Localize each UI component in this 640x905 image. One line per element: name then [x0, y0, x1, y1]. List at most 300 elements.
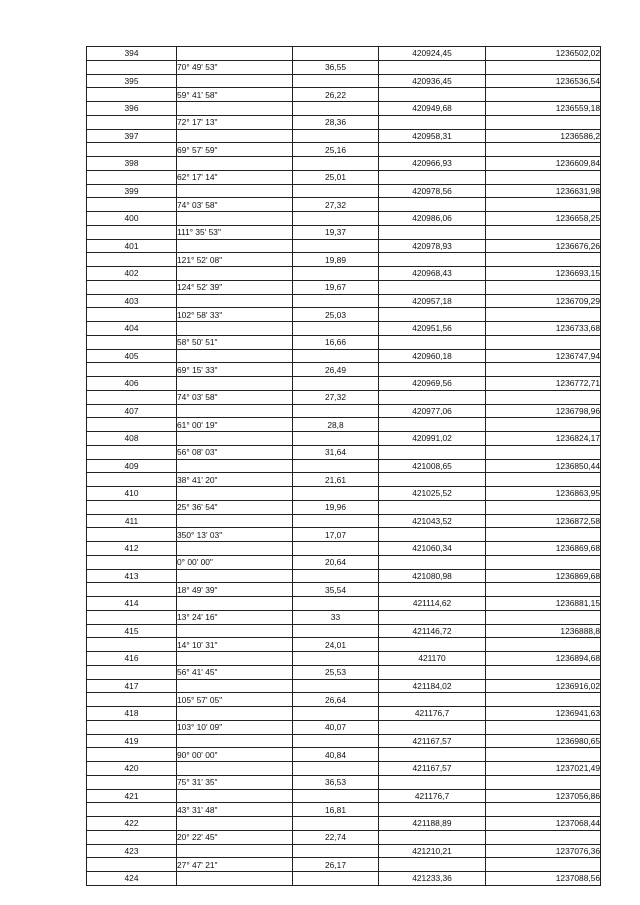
y-coordinate: 1236872,58: [486, 514, 601, 528]
segment-row: [87, 748, 601, 762]
empty-cell: [177, 817, 293, 831]
empty-cell: [177, 377, 293, 391]
empty-cell: [87, 335, 177, 349]
x-coordinate: 420951,56: [379, 322, 486, 336]
segment-distance: 28,8: [293, 418, 379, 432]
x-coordinate: 421146,72: [379, 624, 486, 638]
empty-cell: [486, 170, 601, 184]
bearing-angle: 72° 17' 13": [177, 115, 293, 129]
empty-cell: [87, 473, 177, 487]
point-number: 407: [87, 404, 177, 418]
bearing-angle: 0° 00' 00": [177, 555, 293, 569]
point-number: 416: [87, 652, 177, 666]
x-coordinate: 421025,52: [379, 487, 486, 501]
y-coordinate: 1236631,98: [486, 184, 601, 198]
point-row: [87, 404, 601, 418]
x-coordinate: 420977,06: [379, 404, 486, 418]
empty-cell: [379, 143, 486, 157]
empty-cell: [379, 445, 486, 459]
segment-row: [87, 225, 601, 239]
x-coordinate: 420978,56: [379, 184, 486, 198]
empty-cell: [379, 390, 486, 404]
empty-cell: [293, 624, 379, 638]
y-coordinate: 1236894,68: [486, 652, 601, 666]
empty-cell: [87, 748, 177, 762]
empty-cell: [177, 872, 293, 886]
x-coordinate: 420966,93: [379, 157, 486, 171]
segment-row: [87, 583, 601, 597]
empty-cell: [379, 198, 486, 212]
empty-cell: [177, 184, 293, 198]
empty-cell: [87, 803, 177, 817]
segment-distance: 22,74: [293, 830, 379, 844]
point-number: 414: [87, 597, 177, 611]
point-row: [87, 652, 601, 666]
empty-cell: [293, 322, 379, 336]
empty-cell: [293, 514, 379, 528]
empty-cell: [177, 789, 293, 803]
point-row: [87, 157, 601, 171]
empty-cell: [379, 693, 486, 707]
point-row: [87, 212, 601, 226]
empty-cell: [177, 679, 293, 693]
bearing-angle: 59° 41' 58": [177, 88, 293, 102]
point-row: [87, 514, 601, 528]
empty-cell: [379, 720, 486, 734]
empty-cell: [379, 500, 486, 514]
y-coordinate: 1236609,84: [486, 157, 601, 171]
empty-cell: [177, 102, 293, 116]
bearing-angle: 90° 00' 00": [177, 748, 293, 762]
empty-cell: [293, 157, 379, 171]
segment-distance: 19,67: [293, 280, 379, 294]
y-coordinate: 1236747,94: [486, 349, 601, 363]
point-row: [87, 432, 601, 446]
segment-row: [87, 610, 601, 624]
x-coordinate: 421210,21: [379, 844, 486, 858]
empty-cell: [486, 88, 601, 102]
point-row: [87, 707, 601, 721]
empty-cell: [293, 102, 379, 116]
x-coordinate: 421008,65: [379, 459, 486, 473]
segment-row: [87, 445, 601, 459]
point-row: [87, 734, 601, 748]
empty-cell: [486, 418, 601, 432]
empty-cell: [177, 514, 293, 528]
point-row: [87, 844, 601, 858]
empty-cell: [177, 734, 293, 748]
empty-cell: [486, 610, 601, 624]
point-row: [87, 789, 601, 803]
point-number: 405: [87, 349, 177, 363]
x-coordinate: 421176,7: [379, 707, 486, 721]
empty-cell: [486, 225, 601, 239]
empty-cell: [87, 720, 177, 734]
empty-cell: [87, 253, 177, 267]
empty-cell: [293, 267, 379, 281]
empty-cell: [177, 459, 293, 473]
empty-cell: [177, 404, 293, 418]
empty-cell: [293, 542, 379, 556]
bearing-angle: 103° 10' 09": [177, 720, 293, 734]
point-number: 397: [87, 129, 177, 143]
y-coordinate: 1236916,02: [486, 679, 601, 693]
x-coordinate: 420978,93: [379, 239, 486, 253]
empty-cell: [293, 487, 379, 501]
empty-cell: [379, 363, 486, 377]
bearing-angle: 38° 41' 20": [177, 473, 293, 487]
empty-cell: [293, 129, 379, 143]
empty-cell: [486, 335, 601, 349]
empty-cell: [293, 184, 379, 198]
empty-cell: [379, 803, 486, 817]
segment-distance: 16,81: [293, 803, 379, 817]
segment-distance: 26,22: [293, 88, 379, 102]
segment-distance: 25,01: [293, 170, 379, 184]
bearing-angle: 27° 47' 21": [177, 858, 293, 872]
x-coordinate: 420960,18: [379, 349, 486, 363]
empty-cell: [87, 500, 177, 514]
empty-cell: [379, 555, 486, 569]
y-coordinate: 1236709,29: [486, 294, 601, 308]
empty-cell: [293, 817, 379, 831]
empty-cell: [486, 583, 601, 597]
empty-cell: [87, 528, 177, 542]
point-row: [87, 872, 601, 886]
empty-cell: [486, 280, 601, 294]
bearing-angle: 74° 03' 58": [177, 390, 293, 404]
empty-cell: [87, 390, 177, 404]
point-row: [87, 129, 601, 143]
empty-cell: [486, 555, 601, 569]
point-row: [87, 102, 601, 116]
empty-cell: [177, 569, 293, 583]
y-coordinate: 1236798,96: [486, 404, 601, 418]
empty-cell: [379, 225, 486, 239]
point-number: 417: [87, 679, 177, 693]
empty-cell: [379, 253, 486, 267]
empty-cell: [486, 775, 601, 789]
empty-cell: [486, 143, 601, 157]
point-number: 420: [87, 762, 177, 776]
empty-cell: [293, 459, 379, 473]
segment-distance: 16,66: [293, 335, 379, 349]
empty-cell: [177, 47, 293, 61]
empty-cell: [379, 638, 486, 652]
segment-row: [87, 390, 601, 404]
segment-row: [87, 280, 601, 294]
empty-cell: [486, 693, 601, 707]
coordinates-table-body: [87, 47, 601, 886]
segment-row: [87, 418, 601, 432]
segment-row: [87, 143, 601, 157]
point-number: 419: [87, 734, 177, 748]
x-coordinate: 420957,18: [379, 294, 486, 308]
x-coordinate: 421043,52: [379, 514, 486, 528]
empty-cell: [379, 830, 486, 844]
point-row: [87, 47, 601, 61]
empty-cell: [293, 569, 379, 583]
x-coordinate: 421060,34: [379, 542, 486, 556]
point-row: [87, 569, 601, 583]
empty-cell: [87, 143, 177, 157]
bearing-angle: 61° 00' 19": [177, 418, 293, 432]
x-coordinate: 420949,68: [379, 102, 486, 116]
empty-cell: [87, 665, 177, 679]
point-number: 424: [87, 872, 177, 886]
point-number: 396: [87, 102, 177, 116]
bearing-angle: 75° 31' 35": [177, 775, 293, 789]
empty-cell: [379, 115, 486, 129]
segment-row: [87, 830, 601, 844]
point-row: [87, 294, 601, 308]
empty-cell: [87, 170, 177, 184]
empty-cell: [293, 707, 379, 721]
empty-cell: [87, 693, 177, 707]
point-number: 413: [87, 569, 177, 583]
y-coordinate: 1236881,15: [486, 597, 601, 611]
y-coordinate: 1236502,02: [486, 47, 601, 61]
empty-cell: [87, 198, 177, 212]
segment-distance: 19,37: [293, 225, 379, 239]
bearing-angle: 13° 24' 16": [177, 610, 293, 624]
point-number: 415: [87, 624, 177, 638]
empty-cell: [379, 170, 486, 184]
empty-cell: [177, 844, 293, 858]
empty-cell: [293, 872, 379, 886]
segment-distance: 25,16: [293, 143, 379, 157]
empty-cell: [177, 267, 293, 281]
point-number: 399: [87, 184, 177, 198]
segment-row: [87, 555, 601, 569]
point-number: 395: [87, 74, 177, 88]
x-coordinate: 421167,57: [379, 762, 486, 776]
bearing-angle: 14° 10' 31": [177, 638, 293, 652]
segment-row: [87, 775, 601, 789]
segment-row: [87, 363, 601, 377]
empty-cell: [379, 418, 486, 432]
empty-cell: [177, 239, 293, 253]
empty-cell: [486, 363, 601, 377]
empty-cell: [486, 390, 601, 404]
x-coordinate: 420986,06: [379, 212, 486, 226]
x-coordinate: 421114,62: [379, 597, 486, 611]
segment-distance: 28,36: [293, 115, 379, 129]
empty-cell: [177, 157, 293, 171]
coordinates-table: [86, 46, 601, 886]
segment-row: [87, 638, 601, 652]
point-row: [87, 624, 601, 638]
empty-cell: [87, 858, 177, 872]
segment-distance: 40,07: [293, 720, 379, 734]
point-number: 423: [87, 844, 177, 858]
y-coordinate: 1236863,95: [486, 487, 601, 501]
point-number: 422: [87, 817, 177, 831]
empty-cell: [379, 858, 486, 872]
x-coordinate: 421233,36: [379, 872, 486, 886]
empty-cell: [293, 652, 379, 666]
segment-distance: 19,89: [293, 253, 379, 267]
bearing-angle: 105° 57' 05": [177, 693, 293, 707]
empty-cell: [293, 212, 379, 226]
point-number: 402: [87, 267, 177, 281]
point-number: 410: [87, 487, 177, 501]
empty-cell: [486, 858, 601, 872]
point-number: 421: [87, 789, 177, 803]
point-number: 406: [87, 377, 177, 391]
empty-cell: [293, 349, 379, 363]
segment-distance: 36,53: [293, 775, 379, 789]
empty-cell: [87, 418, 177, 432]
bearing-angle: 111° 35' 53": [177, 225, 293, 239]
empty-cell: [87, 583, 177, 597]
empty-cell: [486, 445, 601, 459]
point-number: 403: [87, 294, 177, 308]
y-coordinate: 1237076,36: [486, 844, 601, 858]
segment-distance: 25,53: [293, 665, 379, 679]
bearing-angle: 62° 17' 14": [177, 170, 293, 184]
empty-cell: [486, 665, 601, 679]
empty-cell: [379, 308, 486, 322]
empty-cell: [486, 528, 601, 542]
point-row: [87, 74, 601, 88]
empty-cell: [293, 404, 379, 418]
segment-row: [87, 88, 601, 102]
point-row: [87, 239, 601, 253]
segment-distance: 24,01: [293, 638, 379, 652]
bearing-angle: 350° 13' 03": [177, 528, 293, 542]
empty-cell: [87, 225, 177, 239]
empty-cell: [379, 60, 486, 74]
x-coordinate: 420969,56: [379, 377, 486, 391]
empty-cell: [486, 500, 601, 514]
point-number: 408: [87, 432, 177, 446]
bearing-angle: 74° 03' 58": [177, 198, 293, 212]
empty-cell: [486, 60, 601, 74]
x-coordinate: 420936,45: [379, 74, 486, 88]
empty-cell: [486, 638, 601, 652]
segment-row: [87, 170, 601, 184]
point-number: 412: [87, 542, 177, 556]
point-row: [87, 817, 601, 831]
empty-cell: [177, 487, 293, 501]
empty-cell: [87, 308, 177, 322]
bearing-angle: 18° 49' 39": [177, 583, 293, 597]
empty-cell: [486, 748, 601, 762]
empty-cell: [486, 720, 601, 734]
y-coordinate: 1237068,44: [486, 817, 601, 831]
point-number: 394: [87, 47, 177, 61]
segment-row: [87, 308, 601, 322]
point-row: [87, 762, 601, 776]
segment-row: [87, 693, 601, 707]
point-row: [87, 267, 601, 281]
point-number: 398: [87, 157, 177, 171]
empty-cell: [379, 610, 486, 624]
x-coordinate: 420991,02: [379, 432, 486, 446]
bearing-angle: 56° 41' 45": [177, 665, 293, 679]
bearing-angle: 56° 08' 03": [177, 445, 293, 459]
empty-cell: [379, 280, 486, 294]
empty-cell: [87, 775, 177, 789]
x-coordinate: 421167,57: [379, 734, 486, 748]
y-coordinate: 1236693,15: [486, 267, 601, 281]
point-row: [87, 597, 601, 611]
y-coordinate: 1237021,49: [486, 762, 601, 776]
empty-cell: [177, 652, 293, 666]
segment-distance: 26,17: [293, 858, 379, 872]
empty-cell: [293, 734, 379, 748]
segment-distance: 17,07: [293, 528, 379, 542]
point-number: 411: [87, 514, 177, 528]
segment-distance: 26,64: [293, 693, 379, 707]
segment-distance: 21,61: [293, 473, 379, 487]
empty-cell: [177, 707, 293, 721]
empty-cell: [177, 294, 293, 308]
segment-distance: 27,32: [293, 198, 379, 212]
x-coordinate: 421184,02: [379, 679, 486, 693]
empty-cell: [87, 280, 177, 294]
point-row: [87, 487, 601, 501]
empty-cell: [379, 665, 486, 679]
empty-cell: [379, 748, 486, 762]
bearing-angle: 102° 58' 33": [177, 308, 293, 322]
segment-row: [87, 473, 601, 487]
segment-row: [87, 115, 601, 129]
y-coordinate: 1236658,25: [486, 212, 601, 226]
empty-cell: [293, 377, 379, 391]
empty-cell: [379, 88, 486, 102]
y-coordinate: 1236536,54: [486, 74, 601, 88]
y-coordinate: 1236888,8: [486, 624, 601, 638]
empty-cell: [177, 542, 293, 556]
x-coordinate: 421188,89: [379, 817, 486, 831]
bearing-angle: 70° 49' 53": [177, 60, 293, 74]
segment-distance: 19,96: [293, 500, 379, 514]
x-coordinate: 421080,98: [379, 569, 486, 583]
empty-cell: [177, 597, 293, 611]
y-coordinate: 1236850,44: [486, 459, 601, 473]
empty-cell: [379, 775, 486, 789]
empty-cell: [293, 239, 379, 253]
x-coordinate: 421176,7: [379, 789, 486, 803]
empty-cell: [87, 445, 177, 459]
x-coordinate: 420924,45: [379, 47, 486, 61]
y-coordinate: 1236980,65: [486, 734, 601, 748]
empty-cell: [293, 597, 379, 611]
empty-cell: [87, 555, 177, 569]
point-number: 401: [87, 239, 177, 253]
segment-row: [87, 335, 601, 349]
empty-cell: [87, 830, 177, 844]
segment-row: [87, 720, 601, 734]
point-number: 404: [87, 322, 177, 336]
empty-cell: [177, 322, 293, 336]
empty-cell: [293, 844, 379, 858]
empty-cell: [293, 294, 379, 308]
empty-cell: [486, 253, 601, 267]
empty-cell: [177, 212, 293, 226]
empty-cell: [486, 803, 601, 817]
empty-cell: [177, 432, 293, 446]
segment-distance: 36,55: [293, 60, 379, 74]
y-coordinate: 1236772,71: [486, 377, 601, 391]
segment-row: [87, 253, 601, 267]
y-coordinate: 1236586,2: [486, 129, 601, 143]
empty-cell: [379, 473, 486, 487]
y-coordinate: 1236869,68: [486, 542, 601, 556]
y-coordinate: 1236676,26: [486, 239, 601, 253]
